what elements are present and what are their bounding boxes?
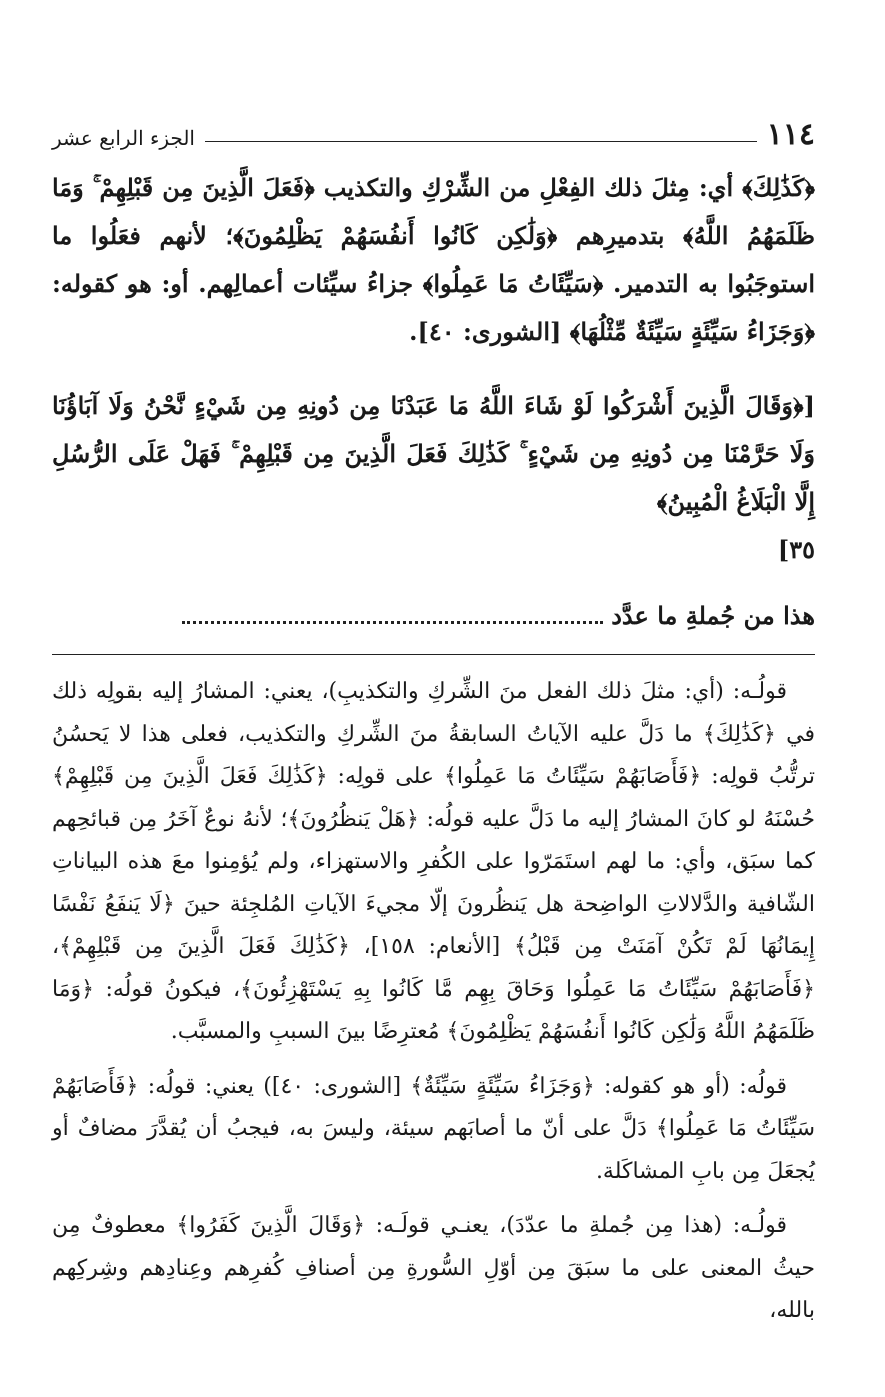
main-paragraph: ﴿كَذَٰلِكَ﴾ أي: مِثلَ ذلك الفِعْلِ من الشِّرْكِ والتكذيب ﴿فَعَلَ الَّذِينَ مِن قَبْلِهِمْ ۚ وَمَا ظَلَمَهُمُ اللَّهُ﴾ بتدميرِهم ﴿وَلَٰكِن كَانُوا أَنفُسَهُمْ يَظْلِمُونَ﴾؛ لأنهم فعَلُوا ما استوجَبُوا به التدمير. ﴿سَيِّئَاتُ مَا عَمِلُوا﴾ جزاءُ سيِّئات أعمالِهم. أو: هو كقوله: ﴿وَجَزَاءُ سَيِّئَةٍ سَيِّئَةٌ مِّثْلُهَا﴾ [الشورى: ٤٠].	[52, 173, 815, 346]
footnote-separator	[52, 654, 815, 655]
running-title: الجزء الرابع عشر	[52, 126, 195, 150]
header-rule	[205, 141, 757, 142]
gloss-paragraph: قولُـه: (هذا مِن جُملةِ ما عدّدَ)، يعنـي قولَـه: ﴿وَقَالَ الَّذِينَ كَفَرُوا﴾ معطوفٌ مِن حيثُ المعنى على ما سبَقَ مِن أوّلِ السُّورةِ مِن أصنافِ كُفرِهم وعِنادِهم وشِركِهم بالله،	[52, 1213, 815, 1323]
gloss-section	[52, 671, 815, 1333]
verse-text	[52, 382, 815, 526]
verse-number: ٣٥]	[777, 535, 815, 564]
book-page	[52, 110, 815, 1345]
gloss-paragraph: قولُـه: (أي: مثلَ ذلك الفعل منَ الشِّركِ والتكذيبِ)، يعني: المشارُ إليه بقولِه ذلك في ﴿كَذَٰلِكَ﴾ ما دَلَّ عليه الآياتُ السابقةُ منَ الشِّركِ والتكذيب، فعلى هذا لا يَحسُنُ ترتُّبُ قولِه: ﴿فَأَصَابَهُمْ سَيِّئَاتُ مَا عَمِلُوا﴾ على قولِه: ﴿كَذَٰلِكَ فَعَلَ الَّذِينَ مِن قَبْلِهِمْ﴾ حُسْنَهُ لو كانَ المشارُ إليه ما دَلَّ عليه قولُه: ﴿هَلْ يَنظُرُونَ﴾؛ لأنهُ نوعٌ آخَرُ مِن قبائحِهم كما سبَق، وأي: ما لهم استَمَرّوا على الكُفرِ والاستهزاء، ولم يُؤمِنوا معَ هذه البياناتِ الشّافية والدَّلالاتِ الواضِحة هل يَنظُرونَ إلّا مجيءَ الآياتِ المُلجِئة حينَ ﴿لَا يَنفَعُ نَفْسًا إِيمَانُهَا لَمْ تَكُنْ آمَنَتْ مِن قَبْلُ﴾ [الأنعام: ١٥٨]، ﴿كَذَٰلِكَ فَعَلَ الَّذِينَ مِن قَبْلِهِمْ﴾، ﴿فَأَصَابَهُمْ سَيِّئَاتُ مَا عَمِلُوا وَحَاقَ بِهِم مَّا كَانُوا بِهِ يَسْتَهْزِئُونَ﴾، فيكونُ قولُه: ﴿وَمَا ظَلَمَهُمُ اللَّهُ وَلَٰكِن كَانُوا أَنفُسَهُمْ يَظْلِمُونَ﴾ مُعترِضًا بينَ السببِ والمسبَّب.	[52, 679, 816, 1044]
lemma-dotted-leader	[182, 607, 603, 624]
verse-text-body: [﴿وَقَالَ الَّذِينَ أَشْرَكُوا لَوْ شَاءَ اللَّهُ مَا عَبَدْنَا مِن دُونِهِ مِن شَيْءٍ نَّحْنُ وَلَا آبَاؤُنَا وَلَا حَرَّمْنَا مِن دُونِهِ مِن شَيْءٍ ۚ كَذَٰلِكَ فَعَلَ الَّذِينَ مِن قَبْلِهِمْ ۚ فَهَلْ عَلَى الرُّسُلِ إِلَّا الْبَلَاغُ الْمُبِينُ﴾	[52, 391, 815, 516]
gloss-paragraph: قولُه: (أو هو كقوله: ﴿وَجَزَاءُ سَيِّئَةٍ سَيِّئَةٌ﴾ [الشورى: ٤٠]) يعني: قولُه: ﴿فَأَصَابَهُمْ سَيِّئَاتُ مَا عَمِلُوا﴾ دَلَّ على أنّ ما أصابَهم سيئة، وليسَ به، فيجبُ أن يُقدَّرَ مضافٌ أو يُجعَلَ مِن بابِ المشاكَلة.	[52, 1073, 815, 1184]
lemma-text: هذا من جُملةِ ما عدَّد	[611, 601, 815, 630]
page-number: ١١٤	[766, 117, 815, 152]
lemma-heading	[52, 592, 815, 640]
main-commentary-text	[52, 164, 815, 356]
running-header	[52, 110, 815, 150]
quran-verse-block	[52, 382, 815, 574]
